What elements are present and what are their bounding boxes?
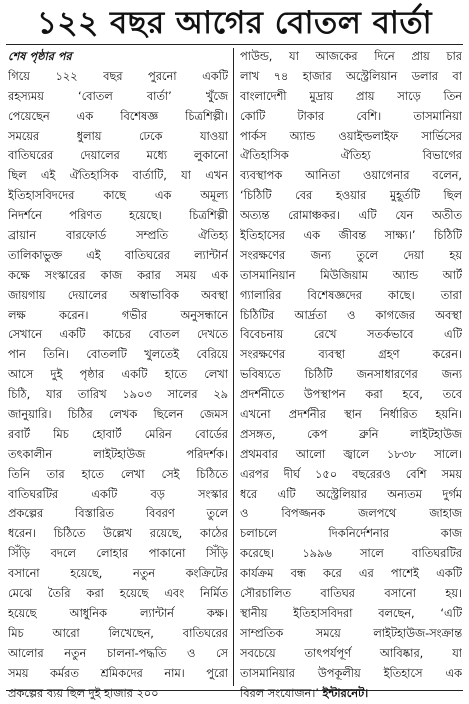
- text-line: ইতিহাসের এক জীবন্ত সাক্ষ্য।’ চিঠিটি: [240, 229, 462, 243]
- text-line: আসে দুই পৃষ্ঠার একটি হাতে লেখা: [8, 368, 228, 382]
- text-line: বাতিঘরের দেয়ালের মধ্যে লুকানো: [8, 149, 228, 163]
- text-line: পান তিনি। বোতলটি খুলতেই বেরিয়ে: [8, 348, 228, 362]
- text-line: লাখ ৭৪ হাজার অস্ট্রেলিয়ান ডলার বা: [240, 69, 462, 83]
- text-line: প্রকল্পের বিস্তারিত বিবরণ তুলে: [8, 507, 228, 521]
- text-line: নিদর্শনে পরিণত হয়েছে। চিত্রশিল্পী: [8, 209, 228, 223]
- text-line: কার্যক্রম বন্ধ করে এর পাশেই একটি: [240, 567, 462, 581]
- text-line: মেঝে তৈরি করা হয়েছে এবং নির্মিত: [8, 587, 228, 601]
- text-line: গিয়ে ১২২ বছর পুরনো একটি: [8, 69, 228, 83]
- text-line: ধরেন। চিঠিতে উল্লেখ রয়েছে, কাঠের: [8, 527, 228, 541]
- text-line: বাতিঘরটির একটি বড় সংস্কার: [8, 487, 228, 501]
- text-line: তৎকালীন লাইটহাউজ পরিদর্শক।: [8, 447, 228, 461]
- text-line: সংরক্ষণের জন্য তুলে দেয়া হয়: [240, 248, 462, 262]
- headline: ১২২ বছর আগের বোতল বার্তা: [36, 5, 433, 41]
- text-line: তিনি তার হাতে লেখা সেই চিঠিতে: [8, 467, 228, 481]
- text-line: জানুয়ারি। চিঠির লেখক ছিলেন জেমস: [8, 408, 228, 422]
- text-line: কোটি টাকার বেশি। তাসমানিয়া: [240, 109, 462, 123]
- text-line: জায়গায় দেয়ালের অস্বাভাবিক অবস্থা: [8, 288, 228, 302]
- text-line: রবার্ট মিচ হোবার্ট মেরিন বোর্ডের: [8, 427, 228, 441]
- text-line: তাসমানিয়ার উপকূলীয় ইতিহাসে এক: [240, 666, 462, 680]
- text-line: গ্যালারির বিশেষজ্ঞদের কাছে। তারা: [240, 288, 462, 302]
- text-line: মিচ আরো লিখেছেন, বাতিঘরের: [8, 626, 228, 640]
- text-line: সবচেয়ে তাৎপর্যপূর্ণ আবিষ্কার, যা: [240, 646, 462, 660]
- closing-text: বিরল সংযোজন।’: [240, 686, 319, 700]
- text-line: সিঁড়ি বদলে লোহার পাকানো সিঁড়ি: [8, 547, 228, 561]
- text-line: হয়েছে আধুনিক ল্যান্টার্ন কক্ষ।: [8, 606, 228, 620]
- continuation-kicker: শেষ পৃষ্ঠার পর: [8, 50, 72, 63]
- text-line: ছিল এই ঐতিহাসিক বার্তাটি, যা এখন: [8, 169, 228, 183]
- text-line: ব্যবস্থাপক আনিতা ওয়াগেনার বলেন,: [240, 169, 462, 183]
- text-line: ও বিপজ্জনক জলপথে জাহাজ: [240, 507, 462, 521]
- closing-line: [240, 684, 462, 704]
- headline-divider: [6, 44, 463, 45]
- bottom-divider: [6, 690, 463, 691]
- text-line: সময়ের ধুলায় ঢেকে যাওয়া: [8, 129, 228, 143]
- text-line: তালিকাভুক্ত এই বাতিঘরের ল্যান্টার্ন: [8, 248, 228, 262]
- text-line: বাংলাদেশী মুদ্রায় প্রায় সাড়ে তিন: [240, 89, 462, 103]
- text-line: অত্যন্ত রোমাঞ্চকর। এটি যেন অতীত: [240, 209, 462, 223]
- source-credit: ইন্টারনেট।: [322, 686, 369, 700]
- left-column: [8, 47, 228, 703]
- text-line: চিঠিটির আর্দ্রতা ও কাগজের অবস্থা: [240, 308, 462, 322]
- text-line: করেছে। ১৯৯৬ সালে বাতিঘরটির: [240, 547, 462, 561]
- text-line: প্রকল্পের ব্যয় ছিল দুই হাজার ২০০: [8, 686, 159, 700]
- column-divider: [233, 48, 234, 686]
- text-line: ‘চিঠিটি বের হওয়ার মুহূর্তটি ছিল: [240, 189, 462, 203]
- text-line: লক্ষ করেন। গভীর অনুসন্ধানে: [8, 308, 228, 322]
- text-line: পেয়েছেন এক বিশেষজ্ঞ চিত্রশিল্পী।: [8, 109, 228, 123]
- text-line: এরপর দীর্ঘ ১৫০ বছরেরও বেশি সময়: [240, 467, 462, 481]
- text-line: সৌরচালিত বাতিঘর বসানো হয়।: [240, 587, 462, 601]
- text-line: প্রথমবার আলো জ্বালে ১৮৩৮ সালে।: [240, 447, 462, 461]
- text-line: সাম্প্রতিক সময়ে লাইটহাউজ-সংক্রান্ত: [240, 626, 462, 640]
- text-line: তাসমানিয়ান মিউজিয়াম অ্যান্ড আর্ট: [240, 268, 462, 282]
- text-line: ধরে এটি অস্ট্রেলিয়ার অন্যতম দুর্গম: [240, 487, 462, 501]
- text-line: প্রসঙ্গত, কেপ ব্রুনি লাইটহাউজ: [240, 427, 462, 441]
- text-line: প্রদর্শনীতে উপস্থাপন করা হবে, তবে: [240, 388, 462, 402]
- text-line: সেখানে একটি কাচের বোতল দেখতে: [8, 328, 228, 342]
- text-line: পাউন্ড, যা আজকের দিনে প্রায় চার: [240, 50, 462, 63]
- text-line: সংরক্ষণের ব্যবস্থা গ্রহণ করেন।: [240, 348, 462, 362]
- text-line: কক্ষে সংস্কারের কাজ করার সময় এক: [8, 268, 228, 282]
- right-column: [240, 47, 462, 703]
- text-line: সময় কর্মরত শ্রমিকদের নাম। পুরো: [8, 666, 228, 680]
- text-line: আলোর নতুন চালনা-পদ্ধতি ও সে: [8, 646, 228, 660]
- text-line: চলাচলে দিকনির্দেশনার কাজ: [240, 527, 462, 541]
- text-line: ভবিষ্যতে চিঠিটি জনসাধারণের জন্য: [240, 368, 462, 382]
- text-line: ইতিহাসবিদদের কাছে এক অমূল্য: [8, 189, 228, 203]
- text-line: ব্রায়ান বারফোর্ড সম্প্রতি ঐতিহ্য: [8, 229, 228, 243]
- text-line: চিঠি, যার তারিখ ১৯০৩ সালের ২৯: [8, 388, 228, 402]
- text-line: এখনো প্রদর্শনীর স্থান নির্ধারিত হয়নি।: [240, 408, 462, 422]
- text-line: বিবেচনায় রেখে সতর্কভাবে এটি: [240, 328, 462, 342]
- text-line: পার্কস অ্যান্ড ওয়াইল্ডলাইফ সার্ভিসের: [240, 129, 462, 143]
- text-line: স্থানীয় ইতিহাসবিদরা বলছেন, ‘এটি: [240, 606, 462, 620]
- text-line: ঐতিহাসিক ঐতিহ্য বিভাগের: [240, 149, 462, 163]
- text-line: বসানো হয়েছে, নতুন কংক্রিটের: [8, 567, 228, 581]
- text-line: রহস্যময় ‘বোতল বার্তা’ খুঁজে: [8, 89, 228, 103]
